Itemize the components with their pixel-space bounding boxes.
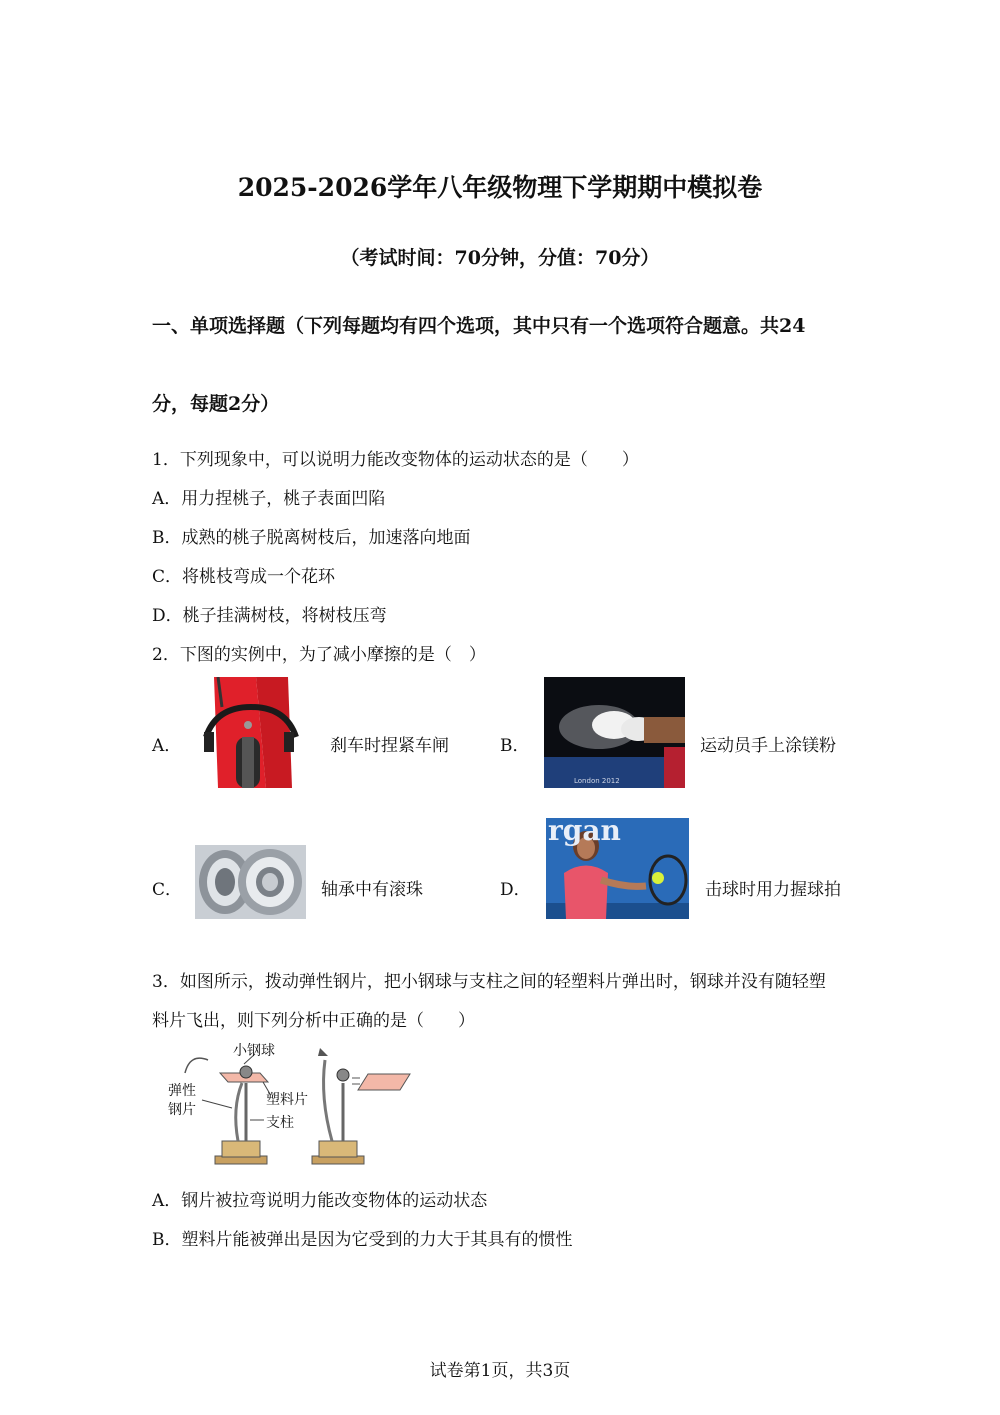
gymnast-chalk-photo (544, 677, 685, 788)
label-steel-ball: 小钢球 (233, 1043, 275, 1059)
q2-option-d-letter: D． (500, 880, 531, 900)
tennis-player-photo (546, 818, 689, 919)
q1-option-d: D．桃子挂满树枝，将树枝压弯 (152, 606, 387, 626)
q2-option-a-letter: A． (152, 736, 182, 756)
inertia-experiment-figure (160, 1038, 420, 1168)
q2-stem: 2．下图的实例中，为了减小摩擦的是（ ） (152, 645, 486, 665)
bike-brake-photo (196, 677, 308, 788)
q1-option-b: B．成熟的桃子脱离树枝后，加速落向地面 (152, 528, 471, 548)
q1-option-c: C．将桃枝弯成一个花环 (152, 567, 336, 587)
exam-info: （考试时间：70分钟，分值：70分） (340, 247, 660, 269)
label-plastic-sheet: 塑料片 (266, 1092, 308, 1108)
ball-bearing-photo (195, 845, 306, 919)
q3-option-a: A．钢片被拉弯说明力能改变物体的运动状态 (152, 1191, 488, 1211)
label-pillar: 支柱 (266, 1115, 294, 1131)
q2-option-c-text: 轴承中有滚珠 (321, 880, 423, 900)
page-footer: 试卷第1页，共3页 (429, 1361, 571, 1381)
label-spring-steel-1: 弹性 (168, 1083, 196, 1099)
photo-caption-london: London 2012 (574, 777, 620, 785)
section-heading: 一、单项选择题（下列每题均有四个选项，其中只有一个选项符合题意。共24 (152, 315, 806, 337)
q2-option-d-text: 击球时用力握球拍 (705, 880, 841, 900)
photo-banner-text: rgan (548, 818, 621, 847)
page-title: 2025-2026学年八年级物理下学期期中模拟卷 (237, 173, 763, 202)
q3-option-b: B．塑料片能被弹出是因为它受到的力大于其具有的惯性 (152, 1230, 573, 1250)
q2-option-a-text: 刹车时捏紧车闸 (330, 736, 449, 756)
q2-option-b-letter: B． (500, 736, 530, 756)
q3-stem-line2: 料片飞出，则下列分析中正确的是（ ） (152, 1011, 475, 1031)
q3-stem-line1: 3．如图所示，拨动弹性钢片，把小钢球与支柱之间的轻塑料片弹出时，钢球并没有随轻塑 (152, 972, 826, 992)
section-heading-cont: 分，每题2分） (152, 393, 280, 415)
label-spring-steel-2: 钢片 (168, 1102, 196, 1118)
q2-option-c-letter: C． (152, 880, 183, 900)
q2-option-b-text: 运动员手上涂镁粉 (700, 736, 836, 756)
q1-option-a: A．用力捏桃子，桃子表面凹陷 (152, 489, 386, 509)
q1-stem: 1．下列现象中，可以说明力能改变物体的运动状态的是（ ） (152, 450, 639, 470)
